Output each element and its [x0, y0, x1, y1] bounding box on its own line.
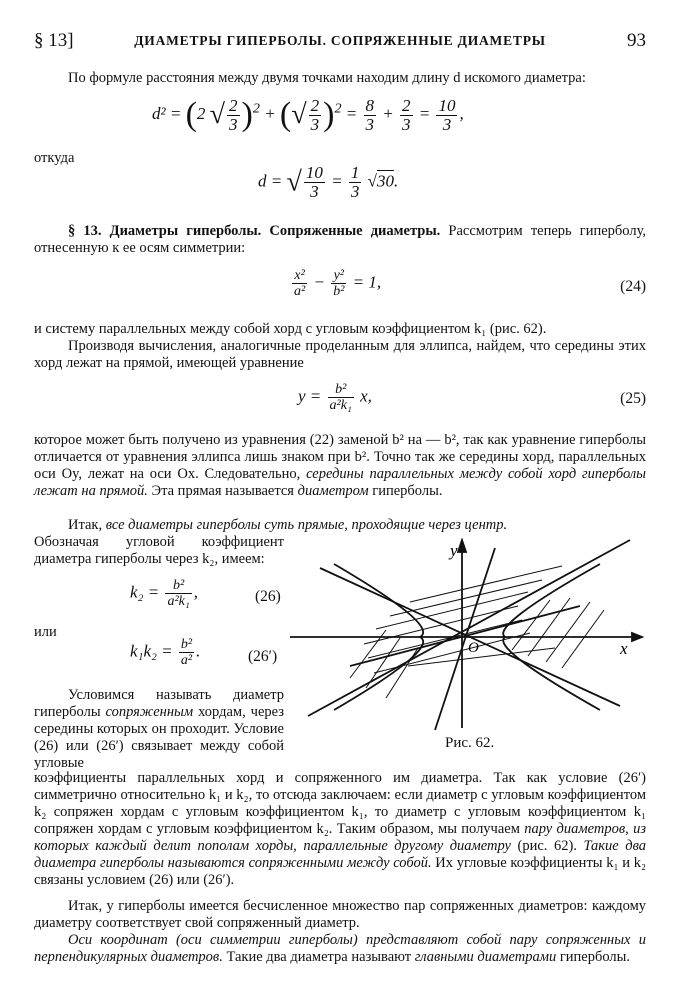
term-principal-diameters: главными диаметрами	[414, 949, 557, 965]
term-conjugate: сопряженным	[105, 704, 194, 720]
equation-26-prime-number: (26′)	[248, 648, 278, 665]
ili-text: или	[34, 624, 57, 640]
pair-of-diameters-statement: пару диаметров, из которых каждый делит пополам хорды, параллельные другому диаметру	[34, 821, 647, 854]
midpoints-statement: середины параллельных между собой хорд гиперболы лежат на прямой.	[34, 466, 646, 499]
equation-26-prime: k₁k₂ = $\frac{\text{b²}}{\text{a²}}$ .	[130, 637, 201, 668]
header-section: § 13]	[34, 30, 74, 51]
equation-25: y = $\frac{\text{b²}}{\text{a²k₁}}$ x,	[298, 382, 372, 413]
section-text: Рассмотрим теперь гиперболу, отнесенную к ее осям симметрии:	[34, 223, 647, 256]
diameters-through-center: все диаметры гиперболы суть прямые, проходящие через центр.	[105, 517, 508, 533]
section-title: § 13. Диаметры гиперболы. Сопряженные диаметры.	[68, 223, 441, 239]
origin-label: O	[468, 640, 479, 656]
formula-d: d = √ $\frac{10}{3}$ = $\frac{1}{3}$ √30.	[258, 163, 399, 201]
infinite-pairs-paragraph: Итак, у гиперболы имеется бесчисленное множество пар сопряженных диаметров: каждому диаметру соответствует свой сопряженный диаметр.	[34, 898, 646, 931]
itak-paragraph: Итак, все диаметры гиперболы суть прямые, проходящие через центр.	[68, 517, 508, 533]
hyperbola-figure	[290, 538, 650, 738]
page-number: 93	[627, 30, 646, 51]
formula-d-squared: d² = (2 √ $\frac{2}{3}$ )$^2$ + (√ $\frac{2}{3}$ )$^2$ = $\frac{8}{3}$ + $\frac{2}{3}$ = $\frac{10}{3}$ ,	[152, 95, 464, 134]
section-paragraph	[34, 223, 646, 257]
x-axis-arrow	[632, 633, 642, 641]
after-25-paragraph: которое может быть получено из уравнения (22) заменой b² на — b², так как уравнение гиперболы отличается от уравнения эллипса лишь знаком при b². Точно так же середины хорд, параллельных оси Oy, лежат на оси Ox. Следовательно, середины параллельных между собой хорд гиперболы лежат на прямой. Эта прямая называется диаметром гиперболы.	[34, 432, 646, 499]
x-axis-label: x	[620, 639, 628, 658]
equation-24-number: (24)	[620, 278, 646, 295]
otkuda-text: откуда	[34, 150, 75, 166]
equation-26: k₂ = $\frac{\text{b²}}{\text{a²k₁}}$ ,	[130, 578, 198, 609]
equation-26-number: (26)	[255, 588, 281, 605]
intro-paragraph: По формуле расстояния между двумя точками находим длину d искомого диаметра:	[68, 70, 586, 86]
calc-paragraph: Производя вычисления, аналогичные проделанным для эллипса, найдем, что середины этих хорд лежат на прямой, имеющей уравнение	[34, 338, 646, 371]
conjugate-definition: Такие два диаметра гиперболы называются сопряженными между собой.	[34, 838, 647, 871]
equation-25-number: (25)	[620, 390, 646, 407]
header-title: ДИАМЕТРЫ ГИПЕРБОЛЫ. СОПРЯЖЕННЫЕ ДИАМЕТРЫ	[134, 33, 546, 48]
term-diameter: диаметром	[297, 483, 369, 499]
equation-24: $\frac{\text{x²}}{\text{a²}}$ − $\frac{\text{y²}}{\text{b²}}$ = 1,	[294, 268, 382, 299]
figure-caption: Рис. 62.	[445, 735, 495, 751]
convention-paragraph: Условимся называть диаметр гиперболы сопряженным хордам, через середины которых он проходит. Условие (26) или (26′) связывает между собой угловые	[34, 687, 284, 771]
running-header	[34, 30, 646, 54]
chords-paragraph: и систему параллельных между собой хорд с угловым коэффициентом k₁ (рис. 62).	[34, 321, 547, 337]
notation-paragraph: Обозначая угловой коэффициент диаметра гиперболы через k₂, имеем:	[34, 534, 284, 567]
y-axis-arrow	[458, 540, 466, 552]
principal-diameters-paragraph: Оси координат (оси симметрии гиперболы) представляют собой пару сопряженных и перпендикулярных диаметров. Такие два диаметра называют главными диаметрами гиперболы.	[34, 932, 646, 965]
continuation-paragraph: коэффициенты параллельных хорд и сопряженного им диаметра. Так как условие (26′) симметрично относительно k₁ и k₂, то отсюда заключаем: если диаметр с угловым коэффициентом k₂ сопряжен хордам с угловым коэффициентом k₁, то диаметр с угловым коэффициентом k₁ сопряжен хордам с угловым коэффициентом k₂. Таким образом, мы получаем пару диаметров, из которых каждый делит пополам хорды, параллельные другому диаметру (рис. 62). Такие два диаметра гиперболы называются сопряженными между собой. Их угловые коэффициенты k₁ и k₂ связаны условием (26) или (26′).	[34, 770, 647, 888]
diameter-2	[350, 606, 580, 666]
axes-statement: Оси координат (оси симметрии гиперболы) представляют собой пару сопряженных и перпендикулярных диаметров.	[34, 932, 646, 965]
y-axis-label: y	[450, 541, 458, 560]
